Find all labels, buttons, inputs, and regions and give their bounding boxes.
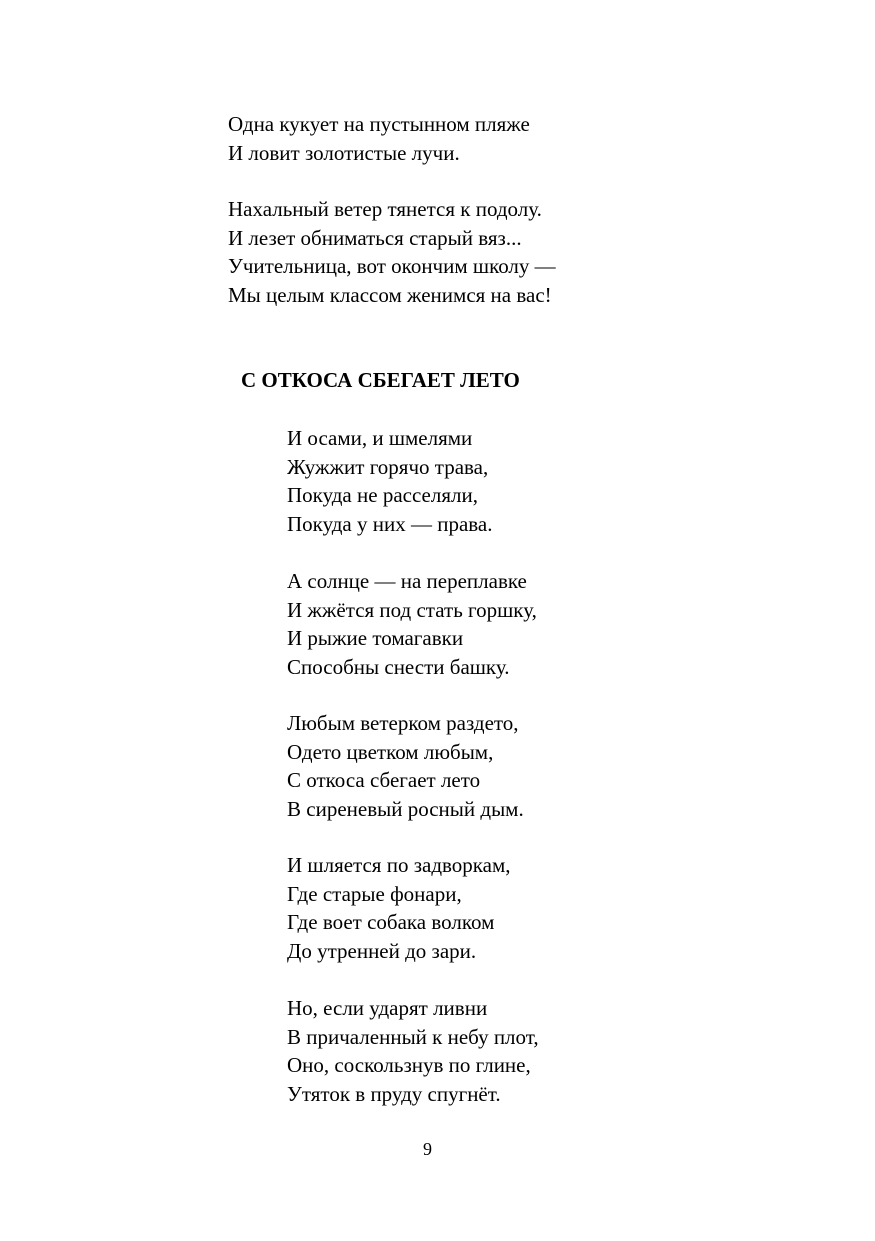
poem-line: А солнце — на переплавке bbox=[287, 569, 527, 593]
poem-line: С откоса сбегает лето bbox=[287, 768, 481, 792]
poem-line: И шляется по задворкам, bbox=[287, 853, 511, 877]
poem-line: Оно, соскользнув по глине, bbox=[287, 1053, 531, 1077]
page-number: 9 bbox=[423, 1139, 432, 1159]
poem-line: В причаленный к небу плот, bbox=[287, 1024, 539, 1049]
poem-line: Учительница, вот окончим школу — bbox=[228, 254, 556, 278]
poem-line: Но, если ударят ливни bbox=[287, 996, 488, 1020]
poem-stanza bbox=[287, 994, 539, 1108]
poem-line: Где старые фонари, bbox=[287, 881, 462, 906]
previous-poem-stanza bbox=[228, 195, 556, 309]
poem-line: Способны снести башку. bbox=[287, 654, 510, 679]
poem-line: Утяток в пруду спугнёт. bbox=[287, 1081, 501, 1106]
poem-line: И лезет обниматься старый вяз... bbox=[228, 225, 522, 250]
poem-title: С ОТКОСА СБЕГАЕТ ЛЕТО bbox=[241, 368, 520, 392]
poem-line: И ловит золотистые лучи. bbox=[228, 140, 460, 165]
poem-line: И осами, и шмелями bbox=[287, 426, 473, 450]
poem-line: Любым ветерком раздето, bbox=[287, 711, 519, 735]
previous-poem-stanza bbox=[228, 110, 530, 167]
poem-line: В сиреневый росный дым. bbox=[287, 796, 524, 821]
poem-line: Мы целым классом женимся на вас! bbox=[228, 282, 552, 307]
poem-line: Покуда не расселяли, bbox=[287, 483, 478, 507]
poem-line: Где воет собака волком bbox=[287, 910, 495, 934]
poem-line: И рыжие томагавки bbox=[287, 626, 464, 650]
poem-line: И жжётся под стать горшку, bbox=[287, 597, 537, 622]
poem-stanza bbox=[287, 424, 493, 538]
poem-line: Жужжит горячо трава, bbox=[287, 454, 489, 479]
poem-line: Одето цветком любым, bbox=[287, 739, 494, 764]
poem-stanza bbox=[287, 709, 524, 823]
poem-stanza bbox=[287, 567, 537, 681]
poem-line: Покуда у них — права. bbox=[287, 511, 493, 536]
poem-line: Одна кукует на пустынном пляже bbox=[228, 112, 530, 136]
poem-line: Нахальный ветер тянется к подолу. bbox=[228, 197, 542, 221]
poem-line: До утренней до зари. bbox=[287, 938, 477, 963]
poem-stanza bbox=[287, 851, 511, 965]
